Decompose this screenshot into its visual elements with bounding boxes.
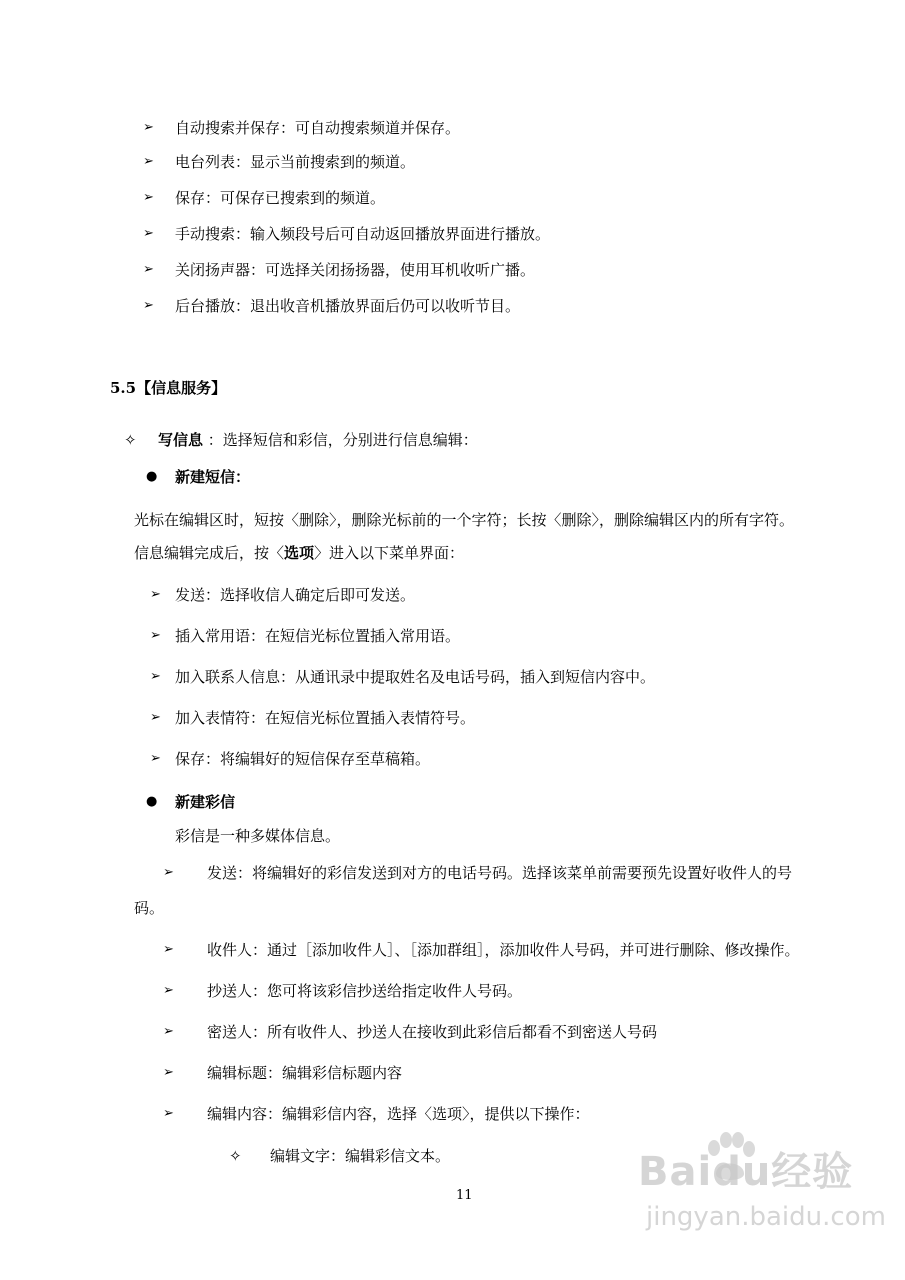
arrow-bullet-icon: ➢ (163, 983, 174, 998)
section-heading: 5.5【信息服务】 (110, 379, 227, 397)
list-item: 编辑标题：编辑彩信标题内容 (207, 1064, 403, 1082)
baidu-watermark (638, 1140, 900, 1250)
list-item: 电台列表：显示当前搜索到的频道。 (175, 153, 416, 171)
list-item: 发送：选择收信人确定后即可发送。 (175, 586, 416, 604)
arrow-bullet-icon: ➢ (143, 120, 154, 135)
list-item: 关闭扬声器：可选择关闭扬扬器，使用耳机收听广播。 (175, 261, 536, 279)
sub-list-item: 编辑文字：编辑彩信文本。 (270, 1147, 451, 1165)
arrow-bullet-icon: ➢ (150, 751, 161, 766)
mms-intro: 彩信是一种多媒体信息。 (175, 827, 341, 845)
watermark-url: jingyan.baidu.com (646, 1202, 886, 1232)
sms-paragraph: 光标在编辑区时，短按〈删除〉，删除光标前的一个字符；长按〈删除〉，删除编辑区内的所有字符。 (134, 511, 795, 529)
arrow-bullet-icon: ➢ (150, 669, 161, 684)
list-item: 加入表情符：在短信光标位置插入表情符号。 (175, 709, 476, 727)
list-item: 自动搜索并保存：可自动搜索频道并保存。 (175, 119, 461, 137)
page-number: 11 (456, 1188, 473, 1203)
list-item: 后台播放：退出收音机播放界面后仍可以收听节目。 (175, 297, 521, 315)
diamond-bullet-icon: ✧ (229, 1147, 242, 1165)
dot-bullet-icon: ● (146, 469, 158, 484)
list-item: 保存：将编辑好的短信保存至草稿箱。 (175, 750, 431, 768)
list-item: 发送：将编辑好的彩信发送到对方的电话号码。选择该菜单前需要预先设置好收件人的号 (207, 864, 793, 882)
list-item: 插入常用语：在短信光标位置插入常用语。 (175, 627, 461, 645)
diamond-bullet-icon: ✧ (124, 431, 137, 449)
list-item: 加入联系人信息：从通讯录中提取姓名及电话号码，插入到短信内容中。 (175, 668, 656, 686)
sms-paragraph: 信息编辑完成后，按〈选项〉进入以下菜单界面： (134, 544, 465, 562)
arrow-bullet-icon: ➢ (163, 942, 174, 957)
arrow-bullet-icon: ➢ (163, 865, 174, 880)
list-item: 保存：可保存已搜索到的频道。 (175, 189, 386, 207)
list-item: 收件人：通过［添加收件人］、［添加群组］，添加收件人号码，并可进行删除、修改操作。 (207, 941, 800, 959)
list-item: 手动搜索：输入频段号后可自动返回播放界面进行播放。 (175, 225, 551, 243)
watermark-logo: Baidu经验 (638, 1149, 854, 1195)
arrow-bullet-icon: ➢ (143, 226, 154, 241)
arrow-bullet-icon: ➢ (150, 710, 161, 725)
arrow-bullet-icon: ➢ (143, 190, 154, 205)
list-item: 密送人：所有收件人、抄送人在接收到此彩信后都看不到密送人号码 (207, 1023, 658, 1041)
arrow-bullet-icon: ➢ (143, 154, 154, 169)
arrow-bullet-icon: ➢ (163, 1065, 174, 1080)
arrow-bullet-icon: ➢ (163, 1106, 174, 1121)
sms-heading: 新建短信： (175, 468, 251, 486)
arrow-bullet-icon: ➢ (143, 262, 154, 277)
arrow-bullet-icon: ➢ (150, 587, 161, 602)
arrow-bullet-icon: ➢ (163, 1024, 174, 1039)
dot-bullet-icon: ● (146, 794, 158, 809)
write-message-line: 写信息 ：选择短信和彩信，分别进行信息编辑： (158, 431, 478, 449)
mms-heading: 新建彩信 (175, 793, 236, 811)
list-item: 抄送人：您可将该彩信抄送给指定收件人号码。 (207, 982, 523, 1000)
arrow-bullet-icon: ➢ (150, 628, 161, 643)
list-item: 编辑内容：编辑彩信内容，选择〈选项〉，提供以下操作： (207, 1105, 590, 1123)
arrow-bullet-icon: ➢ (143, 298, 154, 313)
list-item-continuation: 码。 (134, 899, 165, 917)
